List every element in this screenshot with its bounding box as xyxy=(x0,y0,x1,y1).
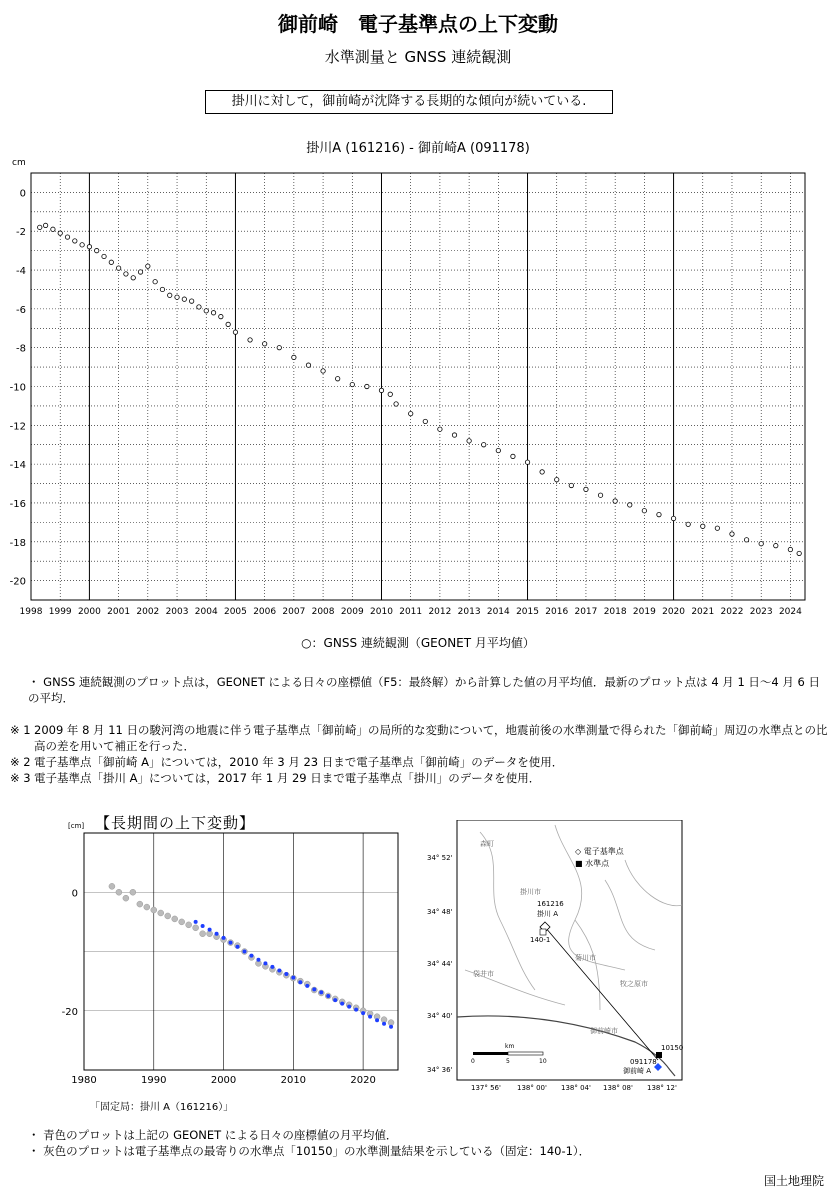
gnss-monthly-point xyxy=(350,382,354,386)
gnss-monthly-point xyxy=(525,460,529,464)
y-tick-label: -2 xyxy=(16,227,26,239)
x-tick-label: 2002 xyxy=(136,607,160,617)
gnss-monthly-point xyxy=(182,297,186,301)
y-tick-label: -8 xyxy=(16,343,26,355)
svg-text:34° 36': 34° 36' xyxy=(427,1066,453,1074)
latitude-labels xyxy=(427,854,453,1074)
geonet-point xyxy=(298,980,302,984)
gnss-monthly-point xyxy=(408,411,412,415)
svg-text:138° 08': 138° 08' xyxy=(603,1084,633,1092)
x-tick-label: 2005 xyxy=(223,607,247,617)
svg-text:10: 10 xyxy=(539,1058,547,1065)
x-tick-label: 2010 xyxy=(370,607,393,617)
leveling-point xyxy=(381,1017,387,1023)
main-chart-title: 掛川A (161216) - 御前崎A (091178) xyxy=(306,141,530,156)
gnss-monthly-point xyxy=(335,377,339,381)
geonet-point xyxy=(208,928,212,932)
geonet-point xyxy=(354,1008,358,1012)
gnss-monthly-point xyxy=(38,225,42,229)
gnss-monthly-point xyxy=(388,392,392,396)
svg-text:34° 44': 34° 44' xyxy=(427,960,453,968)
geonet-point xyxy=(305,984,309,988)
geonet-point xyxy=(389,1025,393,1029)
geonet-point xyxy=(340,1002,344,1006)
label-kakegawa: 掛川市 xyxy=(520,888,541,896)
gnss-monthly-point xyxy=(292,355,296,359)
main-chart-legend: ○：GNSS 連続観測（GEONET 月平均値） xyxy=(301,636,535,650)
leveling-point xyxy=(144,904,150,910)
summary-box: 掛川に対して，御前崎が沈降する長期的な傾向が続いている. xyxy=(205,90,613,114)
geonet-point xyxy=(242,950,246,954)
geonet-point xyxy=(333,998,337,1002)
svg-text:137° 56': 137° 56' xyxy=(471,1084,501,1092)
geonet-point xyxy=(284,972,288,976)
gnss-monthly-point xyxy=(797,551,801,555)
svg-text:138° 04': 138° 04' xyxy=(561,1084,591,1092)
gnss-monthly-point xyxy=(686,522,690,526)
footnote-3: ※ 3 電子基準点「掛川 A」については，2017 年 1 月 29 日まで電子基準点「掛川」のデータを使用． xyxy=(10,771,541,785)
leveling-point xyxy=(388,1020,394,1026)
benchmark-140-1-icon xyxy=(540,929,546,935)
x-tick-label: 2024 xyxy=(778,607,802,617)
leveling-point xyxy=(116,889,122,895)
gnss-monthly-point xyxy=(226,322,230,326)
leveling-point xyxy=(123,895,129,901)
y-tick-label: -6 xyxy=(16,304,26,316)
x-tick-label: 2016 xyxy=(545,607,569,617)
gray-plot-note: ・ 灰色のプロットは電子基準点の最寄りの水準点「10150」の水準測量結果を示している（固定：140-1）． xyxy=(28,1144,591,1158)
label-omaezaki: 御前崎市 xyxy=(590,1027,618,1035)
label-10150: 10150 xyxy=(661,1044,684,1052)
geonet-point xyxy=(277,968,281,972)
gnss-monthly-point xyxy=(671,516,675,520)
label-omaezaki-a: 御前崎 A xyxy=(623,1067,652,1075)
label-fukuroi: 袋井市 xyxy=(473,970,494,978)
geonet-point xyxy=(319,990,323,994)
fixed-station-label: 「固定局：掛川 A（161216）」 xyxy=(90,1102,234,1113)
publisher-label: 国土地理院 xyxy=(763,1174,824,1188)
gnss-monthly-point xyxy=(131,276,135,280)
label-morimachi: 森町 xyxy=(480,840,494,848)
x-tick-label: 1998 xyxy=(19,607,43,617)
leveling-point xyxy=(151,907,157,913)
leveling-point xyxy=(130,889,136,895)
lt-x-tick-label: 2010 xyxy=(280,1075,307,1086)
footnote-1: ※ 1 2009 年 8 月 11 日の駿河湾の地震に伴う電子基準点「御前崎」の局所的な変動について，地震前後の水準測量で得られた「御前崎」周辺の水準点との比高の差を用いて補正を行った． xyxy=(10,723,828,753)
geonet-point xyxy=(375,1018,379,1022)
benchmark-10150-icon xyxy=(656,1052,662,1058)
x-tick-label: 2000 xyxy=(77,607,101,617)
gnss-monthly-point xyxy=(730,532,734,536)
geonet-point xyxy=(229,941,233,945)
label-kikugawa: 菊川市 xyxy=(575,954,596,962)
y-tick-label: 0 xyxy=(19,188,26,200)
label-091178: 091178 xyxy=(630,1058,657,1066)
lt-x-tick-label: 1980 xyxy=(71,1075,97,1086)
gnss-monthly-point xyxy=(657,512,661,516)
svg-text:km: km xyxy=(505,1043,515,1050)
location-map xyxy=(425,820,690,1095)
x-tick-label: 2011 xyxy=(399,607,423,617)
gnss-monthly-point xyxy=(87,245,91,249)
gnss-monthly-point xyxy=(701,524,705,528)
x-tick-label: 2007 xyxy=(282,607,306,617)
x-tick-label: 2015 xyxy=(516,607,539,617)
bottom-notes xyxy=(28,1127,828,1159)
x-tick-label: 1999 xyxy=(48,607,72,617)
lt-chart-unit: [cm] xyxy=(68,822,85,830)
gnss-monthly-point xyxy=(584,487,588,491)
label-140-1: 140-1 xyxy=(530,936,551,944)
geonet-point xyxy=(368,1015,372,1019)
gnss-monthly-point xyxy=(555,477,559,481)
x-tick-label: 2022 xyxy=(720,607,744,617)
geonet-point xyxy=(215,932,219,936)
x-tick-label: 2006 xyxy=(253,607,277,617)
gnss-monthly-point xyxy=(51,227,55,231)
gnss-monthly-point xyxy=(569,483,573,487)
x-tick-label: 2019 xyxy=(632,607,656,617)
gnss-monthly-point xyxy=(175,295,179,299)
x-tick-label: 2008 xyxy=(311,607,335,617)
gnss-monthly-point xyxy=(80,243,84,247)
geonet-point xyxy=(256,958,260,962)
gnss-monthly-point xyxy=(102,254,106,258)
svg-text:■ 水準点: ■ 水準点 xyxy=(575,859,610,868)
geonet-point xyxy=(201,924,205,928)
page-subtitle: 水準測量と GNSS 連続観測 xyxy=(324,48,512,66)
geonet-point xyxy=(312,987,316,991)
gnss-monthly-point xyxy=(744,538,748,542)
gnss-monthly-point xyxy=(160,287,164,291)
svg-text:0: 0 xyxy=(471,1058,475,1065)
gnss-monthly-point xyxy=(211,311,215,315)
x-tick-label: 2021 xyxy=(691,607,715,617)
y-unit-label: cm xyxy=(12,158,26,168)
gnss-monthly-point xyxy=(642,509,646,513)
gnss-monthly-point xyxy=(73,239,77,243)
x-tick-label: 2009 xyxy=(340,607,364,617)
gnss-monthly-point xyxy=(628,503,632,507)
geonet-point xyxy=(249,954,253,958)
gnss-monthly-point xyxy=(189,299,193,303)
lt-y-tick-label: 0 xyxy=(71,888,78,900)
gnss-monthly-point xyxy=(365,384,369,388)
leveling-point xyxy=(172,916,178,922)
gnss-monthly-point xyxy=(204,309,208,313)
gnss-monthly-point xyxy=(715,526,719,530)
gnss-monthly-point xyxy=(233,330,237,334)
gnss-monthly-point xyxy=(759,542,763,546)
y-tick-label: -18 xyxy=(9,537,26,549)
gnss-monthly-point xyxy=(788,547,792,551)
x-tick-label: 2014 xyxy=(486,607,510,617)
svg-text:5: 5 xyxy=(506,1058,510,1065)
x-tick-label: 2013 xyxy=(457,607,481,617)
leveling-point xyxy=(193,925,199,931)
svg-text:138° 12': 138° 12' xyxy=(647,1084,677,1092)
geonet-point xyxy=(291,976,295,980)
gnss-monthly-point xyxy=(423,419,427,423)
gnss-monthly-point xyxy=(262,342,266,346)
gnss-monthly-point xyxy=(321,369,325,373)
leveling-point xyxy=(207,931,213,937)
gnss-monthly-point xyxy=(168,293,172,297)
leveling-point xyxy=(158,910,164,916)
main-chart xyxy=(0,155,836,635)
x-tick-label: 2003 xyxy=(165,607,189,617)
gnss-monthly-point xyxy=(95,248,99,252)
gnss-monthly-point xyxy=(774,543,778,547)
geonet-point xyxy=(347,1005,351,1009)
footnote-2: ※ 2 電子基準点「御前崎 A」については，2010 年 3 月 23 日まで電子基準点「御前崎」のデータを使用． xyxy=(10,755,564,769)
leveling-point xyxy=(109,883,115,889)
y-tick-label: -4 xyxy=(16,266,26,278)
gnss-monthly-point xyxy=(306,363,310,367)
label-kakegawa-a: 掛川 A xyxy=(537,910,559,918)
svg-text:34° 52': 34° 52' xyxy=(427,854,453,862)
geonet-point xyxy=(222,936,226,940)
leveling-point xyxy=(186,922,192,928)
svg-text:◇ 電子基準点: ◇ 電子基準点 xyxy=(575,847,624,856)
gnss-monthly-point xyxy=(58,231,62,235)
svg-text:34° 40': 34° 40' xyxy=(427,1012,453,1020)
label-161216: 161216 xyxy=(537,900,564,908)
y-tick-label: -20 xyxy=(9,576,26,588)
footnotes xyxy=(10,722,828,786)
x-tick-label: 2018 xyxy=(603,607,627,617)
gnss-monthly-point xyxy=(65,235,69,239)
x-tick-label: 2001 xyxy=(107,607,131,617)
leveling-point xyxy=(200,931,206,937)
page-title: 御前崎 電子基準点の上下変動 xyxy=(278,12,558,36)
blue-plot-note: ・ 青色のプロットは上記の GEONET による日々の座標値の月平均値． xyxy=(28,1128,398,1142)
lt-x-tick-label: 2020 xyxy=(350,1075,376,1086)
y-tick-label: -12 xyxy=(9,421,26,433)
gnss-monthly-point xyxy=(116,266,120,270)
svg-text:138° 00': 138° 00' xyxy=(517,1084,547,1092)
gnss-monthly-point xyxy=(496,448,500,452)
gnss-note: ・ GNSS 連続観測のプロット点は，GEONET による日々の座標値（F5：最終解）から計算した値の月平均値．最新のプロット点は 4 月 1 日～4 月 6 日の平均． xyxy=(28,675,821,705)
x-tick-label: 2023 xyxy=(749,607,773,617)
gnss-monthly-point xyxy=(482,443,486,447)
gnss-monthly-point xyxy=(248,338,252,342)
leveling-point xyxy=(137,901,143,907)
geonet-point xyxy=(270,965,274,969)
gnss-monthly-point xyxy=(219,314,223,318)
longitude-labels xyxy=(471,1084,677,1092)
gnss-monthly-point xyxy=(124,272,128,276)
long-term-chart xyxy=(40,828,420,1088)
gnss-monthly-point xyxy=(467,439,471,443)
geonet-point xyxy=(236,945,240,949)
gnss-monthly-point xyxy=(438,427,442,431)
geonet-point xyxy=(194,920,198,924)
gnss-monthly-point xyxy=(138,270,142,274)
y-tick-label: -16 xyxy=(9,498,26,510)
gnss-monthly-point xyxy=(109,260,113,264)
gnss-monthly-point xyxy=(153,279,157,283)
x-tick-label: 2017 xyxy=(574,607,598,617)
gnss-monthly-point xyxy=(379,388,383,392)
lt-x-tick-label: 2000 xyxy=(210,1075,237,1086)
lt-y-tick-label: -20 xyxy=(61,1006,78,1018)
lt-x-tick-label: 1990 xyxy=(141,1075,167,1086)
geonet-point xyxy=(263,961,267,965)
geonet-point xyxy=(326,994,330,998)
map-frame xyxy=(457,820,682,1080)
leveling-point xyxy=(165,913,171,919)
svg-text:34° 48': 34° 48' xyxy=(427,908,453,916)
y-tick-label: -10 xyxy=(9,382,26,394)
y-tick-label: -14 xyxy=(9,460,26,472)
gnss-monthly-point xyxy=(43,223,47,227)
gnss-monthly-point xyxy=(452,433,456,437)
gnss-monthly-point xyxy=(511,454,515,458)
label-makinohara: 牧之原市 xyxy=(620,980,648,988)
geonet-point xyxy=(361,1011,365,1015)
gnss-monthly-point xyxy=(146,264,150,268)
gnss-monthly-point xyxy=(540,470,544,474)
lt-chart-title: 【長期間の上下変動】 xyxy=(95,814,256,832)
geonet-point xyxy=(382,1022,386,1026)
gnss-monthly-point xyxy=(598,493,602,497)
x-tick-label: 2004 xyxy=(194,607,218,617)
gnss-monthly-point xyxy=(197,305,201,309)
gnss-monthly-point xyxy=(613,499,617,503)
x-tick-label: 2020 xyxy=(662,607,686,617)
gnss-monthly-point xyxy=(277,345,281,349)
leveling-point xyxy=(179,919,185,925)
x-tick-label: 2012 xyxy=(428,607,452,617)
gnss-monthly-point xyxy=(394,402,398,406)
